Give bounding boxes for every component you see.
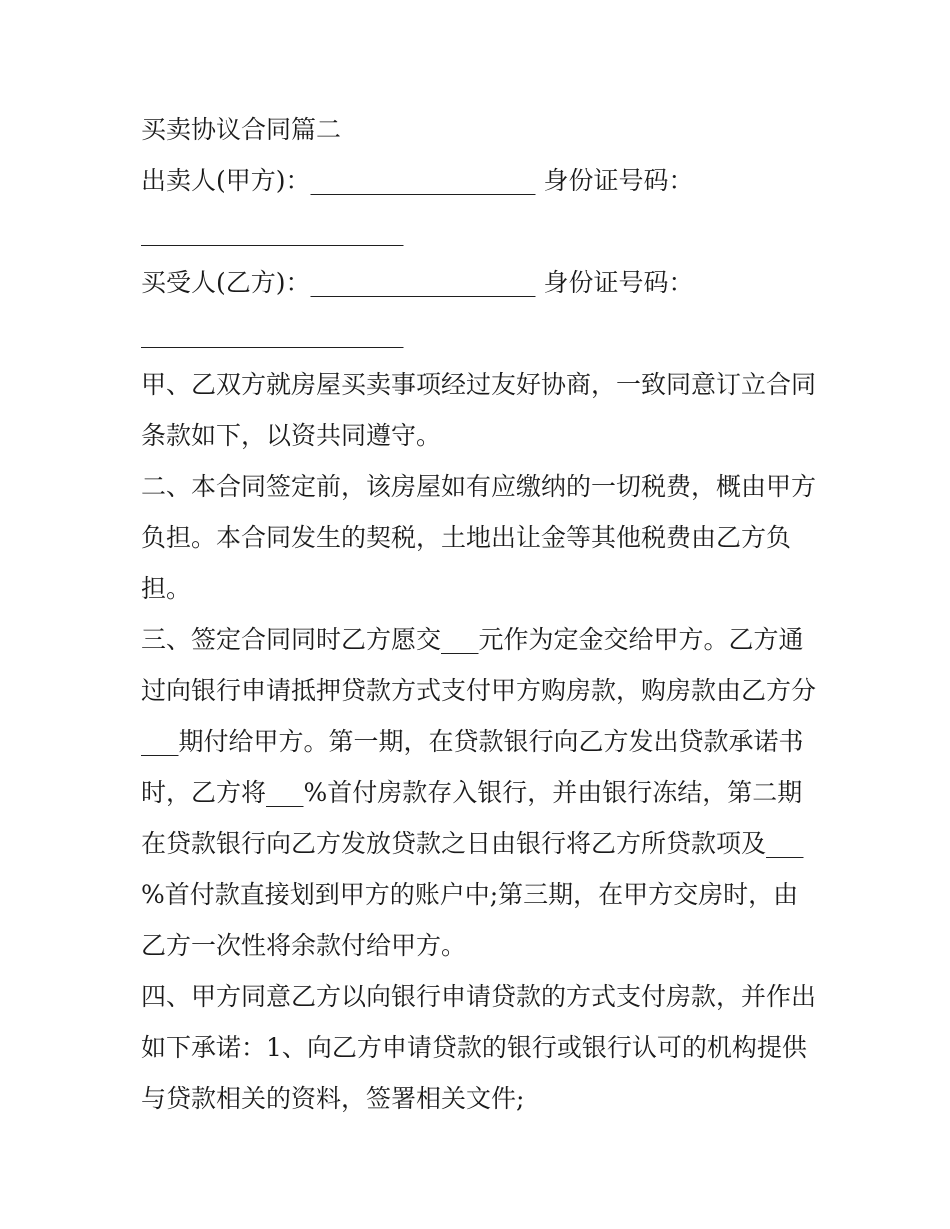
document-title: 买卖协议合同篇二 [141,115,342,144]
clause-3-paragraph [141,614,821,971]
preamble-paragraph [141,359,821,461]
clause-2-line: 二、本合同签定前，该房屋如有应缴纳的一切税费，概由甲方 [141,472,817,501]
clause-2-paragraph [141,461,821,614]
clause-4-paragraph [141,971,821,1124]
seller-id-blank: _____________________ [141,217,404,246]
clause-4-line: 如下承诺：1、向乙方申请贷款的银行或银行认可的机构提供 [141,1033,807,1062]
document-body [141,104,821,1124]
clause-3-line: 在贷款银行向乙方发放贷款之日由银行将乙方所贷款项及___ [141,829,804,858]
buyer-line: 买受人(乙方)：__________________ 身份证号码： [141,268,694,297]
buyer-id-blank: _____________________ [141,319,404,348]
clause-3-line: 三、签定合同同时乙方愿交___元作为定金交给甲方。乙方通 [141,625,804,654]
clause-3-line: 过向银行申请抵押贷款方式支付甲方购房款，购房款由乙方分 [141,676,817,705]
clause-2-line: 担。 [141,574,192,603]
clause-4-line: 与贷款相关的资料，签署相关文件; [141,1084,525,1113]
clause-3-line: 时，乙方将___%首付房款存入银行，并由银行冻结，第二期 [141,778,803,807]
preamble-line: 条款如下，以资共同遵守。 [141,421,442,450]
preamble-line: 甲、乙双方就房屋买卖事项经过友好协商，一致同意订立合同 [141,370,817,399]
clause-3-line: 乙方一次性将余款付给甲方。 [141,931,467,960]
clause-2-line: 负担。本合同发生的契税，土地出让金等其他税费由乙方负 [141,523,792,552]
clause-3-line: ___期付给甲方。第一期，在贷款银行向乙方发出贷款承诺书 [141,727,804,756]
clause-3-line: %首付款直接划到甲方的账户中;第三期，在甲方交房时，由 [141,880,799,909]
clause-4-line: 四、甲方同意乙方以向银行申请贷款的方式支付房款，并作出 [141,982,817,1011]
seller-line: 出卖人(甲方)：__________________ 身份证号码： [141,166,694,195]
